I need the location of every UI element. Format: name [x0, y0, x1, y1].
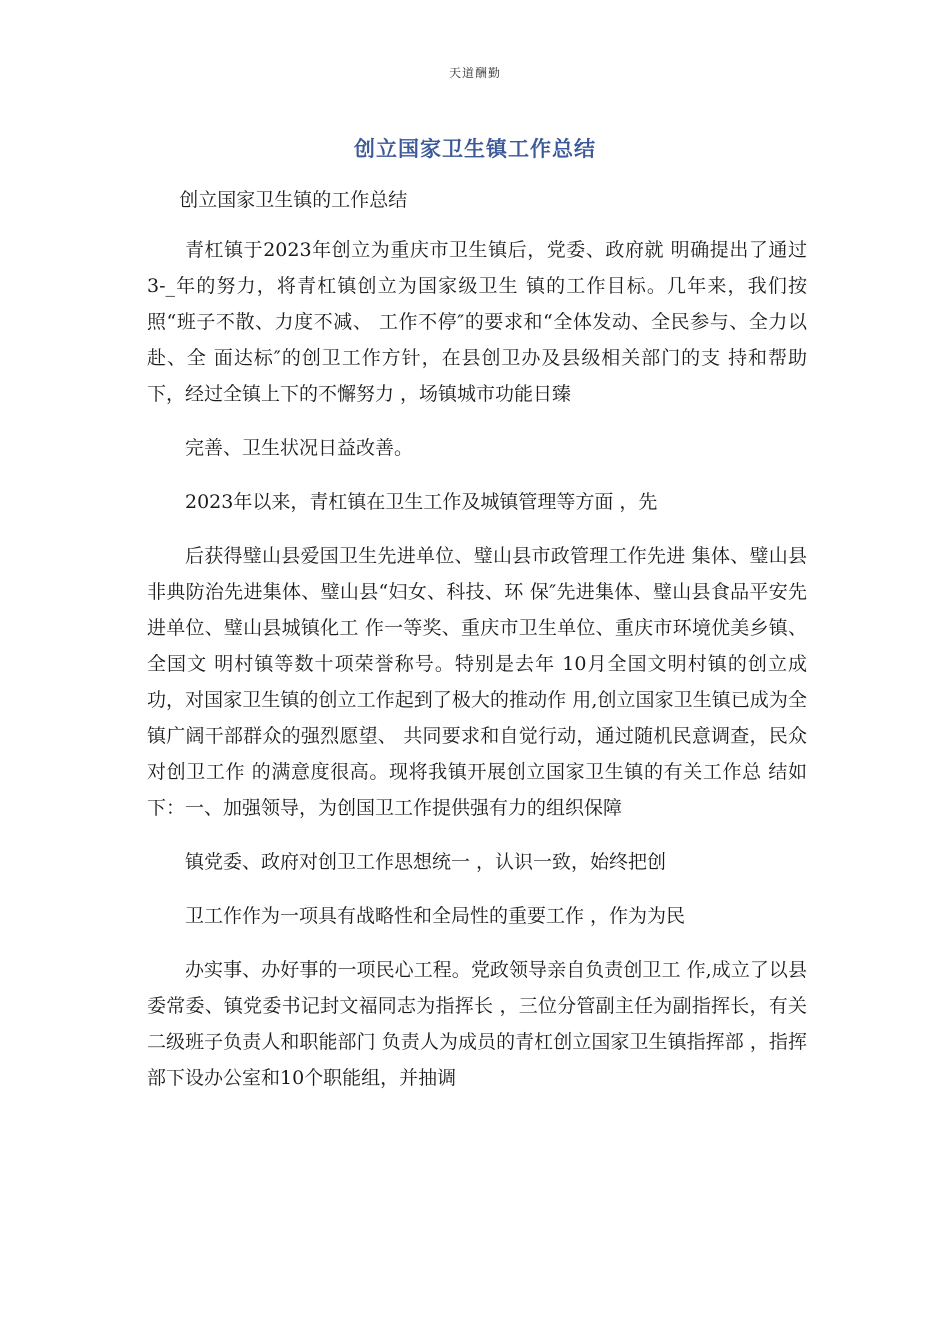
- document-subtitle: 创立国家卫生镇的工作总结: [179, 189, 408, 211]
- paragraph-2: 完善、卫生状况日益改善。: [185, 437, 414, 459]
- document-title: 创立国家卫生镇工作总结: [354, 137, 596, 161]
- page-header: 天道酬勤: [448, 66, 501, 80]
- paragraph-1: 青杠镇于2023年创立为重庆市卫生镇后，党委、政府就 明确提出了通过 3-_年的努力，将青杠镇创立为国家级卫生 镇的工作目标。几年来，我们按照“班子不散、力度不减、 工作不停″的要求和“全体发动、全民参与、全力以赴、全 面达标″的创卫工作方针，在县创卫办及县级相关部门的支 持和帮助下，经过全镇上下的不懈努力 ，场镇城市功能日臻: [147, 239, 807, 405]
- document-body: [147, 182, 807, 1114]
- paragraph-3: 2023年以来，青杠镇在卫生工作及城镇管理等方面 ，先: [185, 491, 658, 513]
- paragraph-5: 镇党委、政府对创卫工作思想统一 ，认识一致，始终把创: [185, 851, 667, 873]
- paragraph-6: 卫工作作为一项具有战略性和全局性的重要工作 ，作为为民: [185, 905, 686, 927]
- paragraph-7: 办实事、办好事的一项民心工程。党政领导亲自负责创卫工 作,成立了以县委常委、镇党委书记封文福同志为指挥长 ，三位分管副主任为副指挥长，有关二级班子负责人和职能部门 负责人为成员的青杠创立国家卫生镇指挥部 ，指挥部下设办公室和10个职能组，并抽调: [147, 959, 807, 1089]
- paragraph-4: 后获得璧山县爱国卫生先进单位、璧山县市政管理工作先进 集体、璧山县非典防治先进集体、璧山县“妇女、科技、环 保″先进集体、璧山县食品平安先进单位、璧山县城镇化工 作一等奖、重庆市卫生单位、重庆市环境优美乡镇、全国文 明村镇等数十项荣誉称号。特别是去年 10月全国文明村镇的创立成功，对国家卫生镇的创立工作起到了极大的推动作 用,创立国家卫生镇已成为全镇广阔干部群众的强烈愿望、 共同要求和自觉行动，通过随机民意调查，民众对创卫工作 的满意度很高。现将我镇开展创立国家卫生镇的有关工作总 结如下：一、加强领导，为创国卫工作提供强有力的组织保障: [147, 545, 807, 819]
